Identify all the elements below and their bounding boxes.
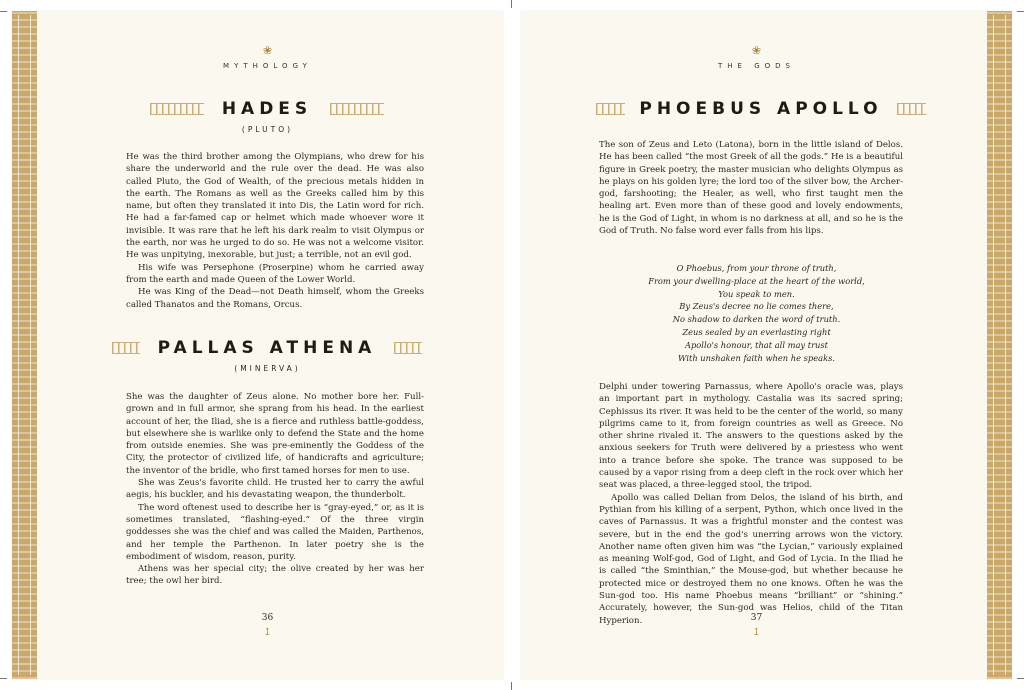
- verse-line: With unshaken faith when he speaks.: [677, 352, 836, 363]
- verse-line: Apollo's honour, that all may trust: [685, 339, 828, 350]
- meander-ornament-left: [596, 103, 625, 115]
- crop-mark: [1017, 678, 1024, 679]
- meander-ornament-right: [330, 103, 384, 115]
- section-title-row: [112, 97, 422, 121]
- meander-ornament-right: [897, 103, 926, 115]
- verse-line: O Phoebus, from your throne of truth,: [676, 263, 837, 273]
- paragraph: He was the third brother among the Olympians, who drew for his share the underworld and the rule over the dead. He was also called Pluto, the God of Wealth, of the precious metals hidden in the earth. The Romans as well as the Greeks called him by this name, but often they translated it into Dis, the Latin word for rich. He had a far-famed cap or helmet which made whoever wore it invisible. It was rare that he left his dark realm to visit Olympus or the earth, nor was he urged to do so. He was not a welcome visitor. He was unpitying, inexorable, but just; a terrible, not an evil god.: [126, 152, 424, 261]
- paragraph: She was the daughter of Zeus alone. No mother bore her. Full-grown and in full armor, she sprang from his head. In the earliest account of her, the Iliad, she is a fierce and ruthless battle-goddess, but elsewhere she is warlike only to defend the State and the home from outside enemies. She was pre-eminently the Goddess of the City, the protector of civilized life, of handicrafts and agriculture; the inventor of the bridle, who first tamed horses for men to use.: [126, 392, 424, 476]
- section-title-hades: HADES: [221, 99, 313, 119]
- meander-ornament-left: [150, 103, 204, 115]
- running-head-text: MYTHOLOGY: [223, 62, 312, 70]
- page-footer: [521, 613, 1002, 638]
- section-title-row: [596, 97, 926, 121]
- paragraph: Delphi under towering Parnassus, where Apollo's oracle was, plays an important part in mythology. Castalia was its sacred spring; Cephissus its river. It was held to be the center of the world, so many pilgrims came to it, from foreign countries as well as Greece. No other shrine rivaled it. The answers to the questions asked by the anxious seekers for Truth were delivered by a priestess who went into a trance before she spoke. The trance was supposed to be caused by a vapor rising from a deep cleft in the rock over which her seat was placed, a three-legged stool, the tripod.: [599, 382, 903, 491]
- running-head: [22, 45, 503, 70]
- apollo-body: [599, 381, 903, 627]
- section-title-row: [112, 336, 422, 360]
- verse-line: You speak to men.: [718, 288, 795, 299]
- hades-body: [126, 151, 424, 311]
- crop-mark: [0, 11, 7, 12]
- meander-ornament-left: [112, 342, 140, 354]
- paragraph: The son of Zeus and Leto (Latona), born in the little island of Delos. He has been called “the most Greek of all the gods.” He is a beautiful figure in Greek poetry, the master musician who delights Olympus as he plays on his golden lyre; the lord too of the silver bow, the Archer-god, farshooting; the Healer, as well, who first taught men the healing art. Even more than of these good and lovely endowments, he is the God of Light, in whom is no darkness at all, and so he is the God of Truth. No false word ever falls from his lips.: [599, 140, 903, 237]
- section-title-phoebus-apollo: PHOEBUS APOLLO: [639, 99, 883, 119]
- verse-quotation: [521, 262, 1002, 364]
- wheat-sprig-icon: ❀: [262, 44, 273, 57]
- apollo-intro: [599, 139, 903, 237]
- verse-line: By Zeus's decree no lie comes there,: [679, 301, 834, 312]
- left-page: [12, 11, 503, 679]
- verse-line: No shadow to darken the word of truth.: [672, 314, 841, 325]
- section-subtitle-minerva: (MINERVA): [234, 364, 301, 373]
- arrow-ornament-icon: ↥: [752, 627, 761, 638]
- right-page: [521, 11, 1012, 679]
- crop-mark: [511, 682, 512, 690]
- page-number: 36: [261, 613, 274, 623]
- paragraph: She was Zeus's favorite child. He trusted her to carry the awful aegis, his buckler, and his devastating weapon, the thunderbolt.: [126, 478, 424, 501]
- paragraph: Apollo was called Delian from Delos, the island of his birth, and Pythian from his killing of a serpent, Python, which once lived in the caves of Parnassus. It was a frightful monster and the contest was severe, but in the end the god's unerring arrows won the victory. Another name often given him was “the Lycian,” variously explained as meaning Wolf-god, God of Light, and God of Lycia. In the Iliad he is called “the Sminthian,” the Mouse-god, but whether because he protected mice or destroyed them no one knows. Often he was the Sun-god too. His name Phoebus means “brilliant” or “shining.” Accurately, however, the Sun-god was Helios, child of the Titan Hyperion.: [599, 492, 903, 626]
- wheat-sprig-icon: ❀: [751, 44, 762, 57]
- meander-ornament-right: [394, 342, 422, 354]
- crop-mark: [1017, 11, 1024, 12]
- running-head: [521, 45, 1002, 70]
- paragraph: He was King of the Dead—not Death himself, whom the Greeks called Thanatos and the Romans, Orcus.: [126, 287, 424, 310]
- page-footer: [22, 613, 503, 638]
- greek-key-border: [12, 11, 37, 679]
- verse-line: Zeus sealed by an everlasting right: [682, 326, 831, 337]
- section-title-pallas-athena: PALLAS ATHENA: [157, 338, 377, 358]
- arrow-ornament-icon: ↥: [263, 627, 272, 638]
- page-number: 37: [750, 613, 763, 623]
- crop-mark: [511, 0, 512, 8]
- paragraph: His wife was Persephone (Proserpine) whom he carried away from the earth and made Queen of the Lower World.: [126, 262, 424, 285]
- paragraph: Athens was her special city; the olive created by her was her tree; the owl her bird.: [126, 564, 424, 587]
- running-head-text: THE GODS: [718, 62, 795, 70]
- paragraph: The word oftenest used to describe her is “gray-eyed,” or, as it is sometimes translated, “flashing-eyed.” Of the three virgin goddesses she was the chief and was called the Maiden, Parthenos, and her temple the Parthenon. In later poetry she is the embodiment of wisdom, reason, purity.: [126, 502, 424, 562]
- crop-mark: [0, 678, 7, 679]
- verse-line: From your dwelling-place at the heart of the world,: [648, 275, 865, 286]
- section-subtitle-pluto: (PLUTO): [241, 125, 294, 134]
- athena-body: [126, 391, 424, 588]
